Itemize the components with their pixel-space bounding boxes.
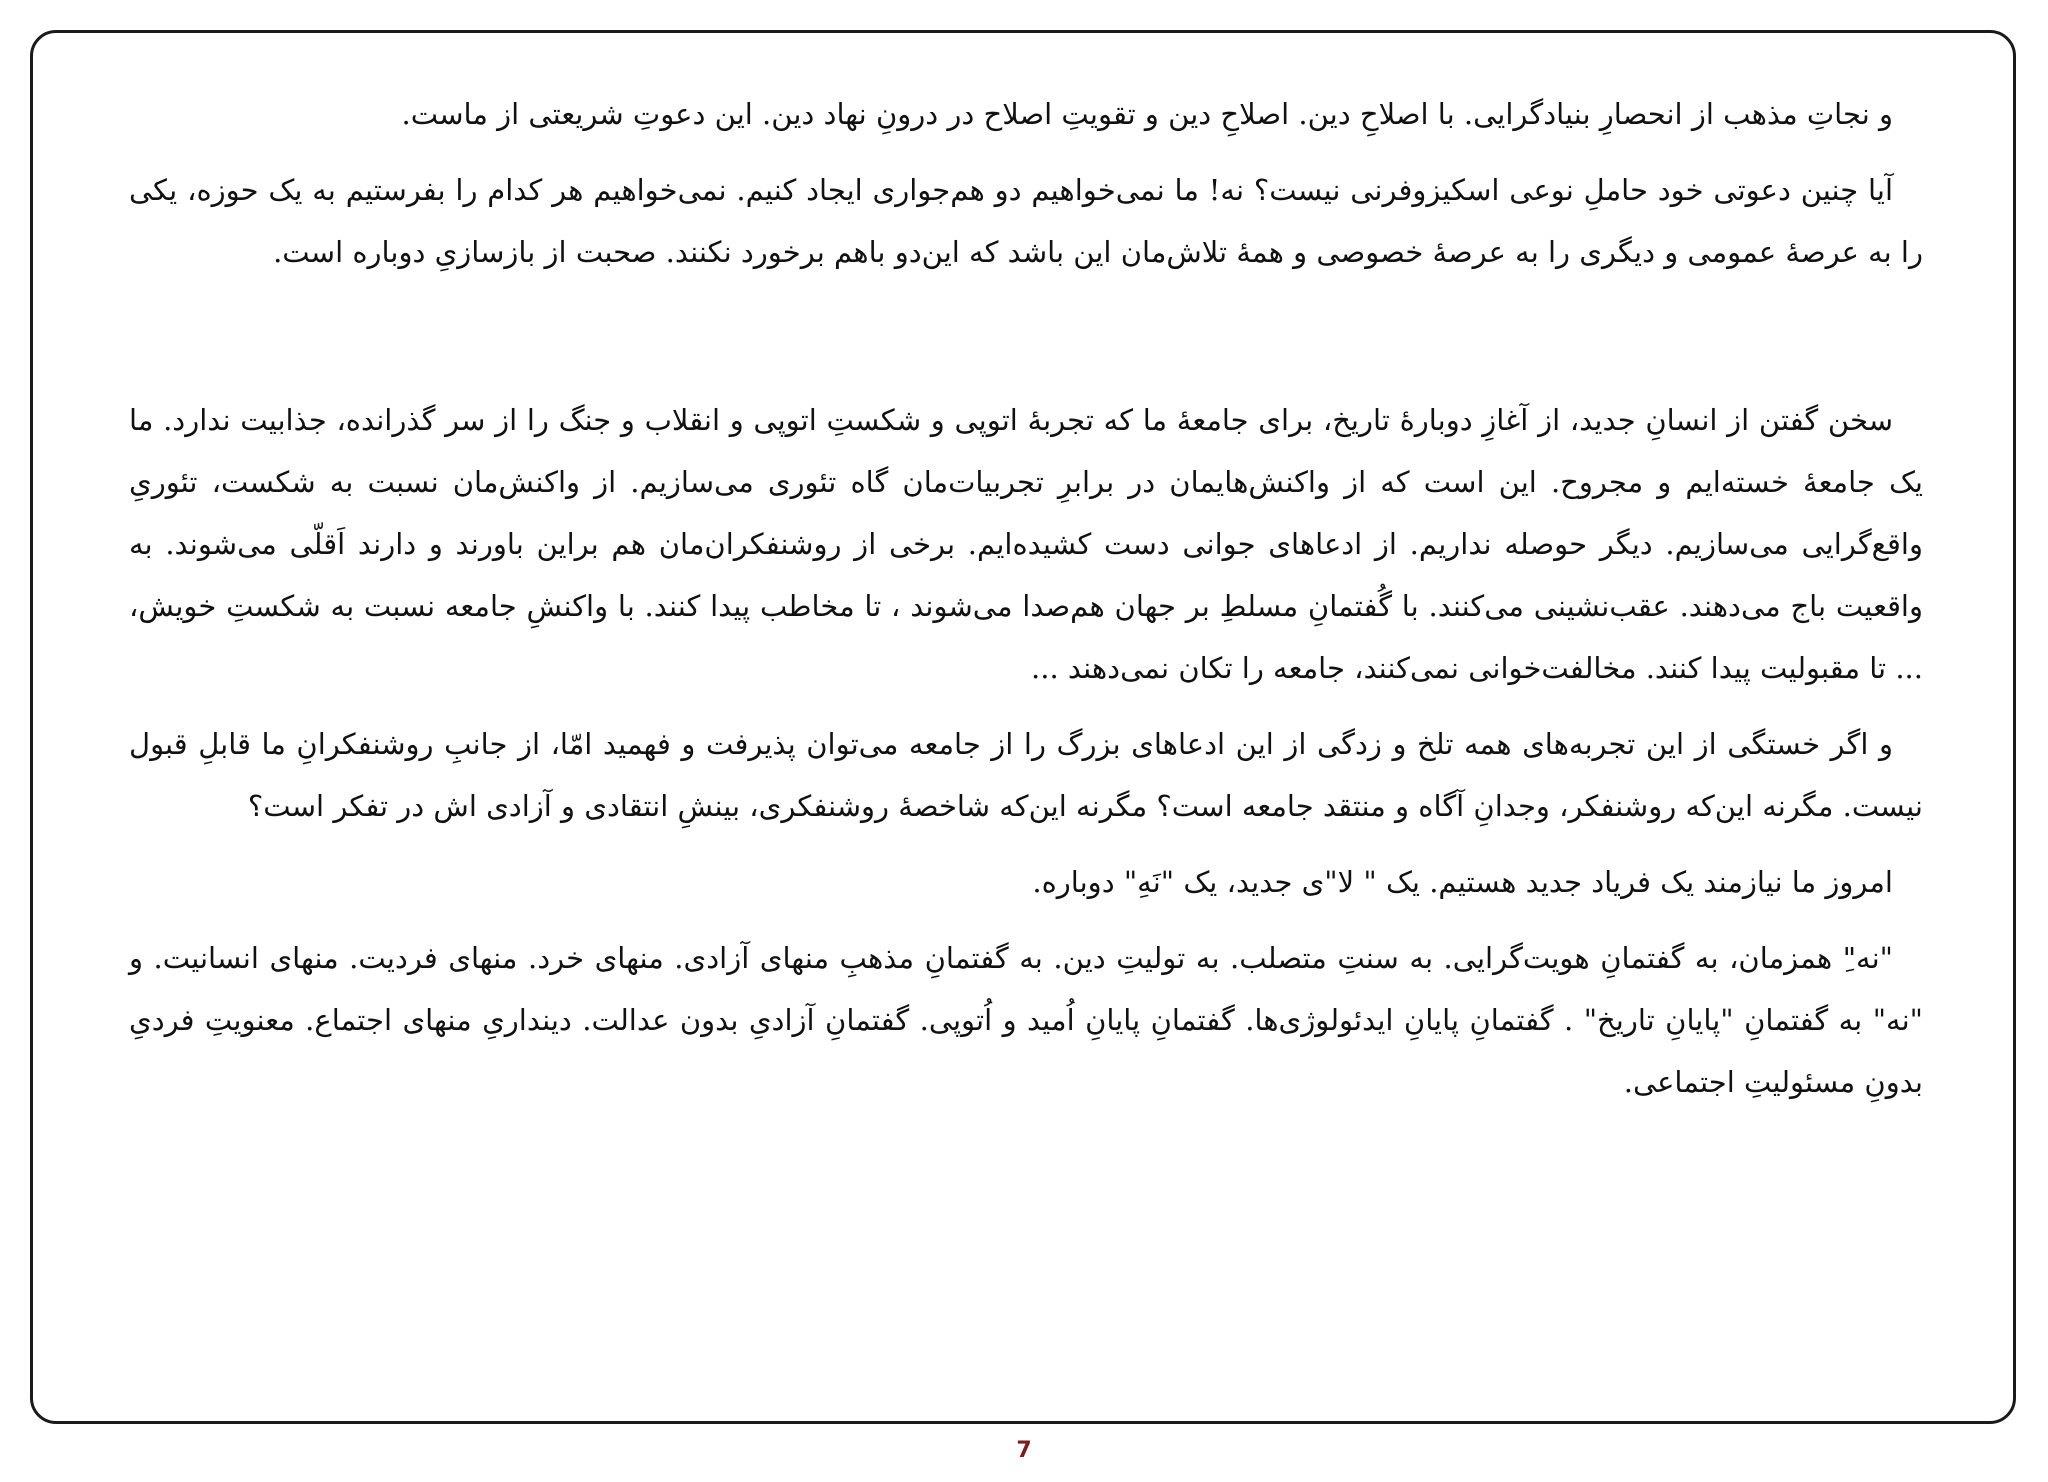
paragraph-4 bbox=[129, 713, 1923, 837]
paragraph-1-text: و نجاتِ مذهب از انحصارِ بنیادگرایی. با اصلاحِ دین. اصلاحِ دین و تقویتِ اصلاح در درونِ نهاد دین. این دعوتِ شریعتی از ماست. bbox=[401, 97, 1893, 131]
paragraph-3 bbox=[129, 389, 1923, 699]
paragraph-6 bbox=[129, 927, 1923, 1113]
paragraph-1 bbox=[129, 83, 1923, 145]
page-number: 7 bbox=[1016, 1438, 1032, 1463]
paragraph-5-text: امروز ما نیازمند یک فریاد جدید هستیم. یک " لا"ی جدید، یک "نَهِ" دوباره. bbox=[1032, 865, 1893, 899]
paragraph-5 bbox=[129, 851, 1923, 913]
paragraph-3-text: سخن گفتن از انسانِ جدید، از آغازِ دوبارهٔ تاریخ، برای جامعهٔ ما که تجربهٔ اتوپی و شکستِ اتوپی و انقلاب و جنگ را از سر گذرانده، جذابیت ندارد. ما یک جامعهٔ خسته‌ایم و مجروح. این است که از واکنش‌هایمان در برابرِ تجربیات‌مان گاه تئوری می‌سازیم. از واکنش‌مان نسبت به شکست، تئوریِ واقع‌گرایی می‌سازیم. دیگر حوصله نداریم. از ادعاهای جوانی دست کشیده‌ایم. برخی از روشنفکران‌مان هم براین باورند و دارند اَقلّی می‌شوند. به واقعیت باج می‌دهند. عقب‌نشینی می‌کنند. با گُفتمانِ مسلطِ بر جهان هم‌صدا می‌شوند ، تا مخاطب پیدا کنند. با واکنشِ جامعه نسبت به شکستِ خویش، ... تا مقبولیت پیدا کنند. مخالفت‌خوانی نمی‌کنند، جامعه را تکان نمی‌دهند ... bbox=[129, 403, 1923, 685]
paragraph-2 bbox=[129, 159, 1923, 283]
page-frame bbox=[30, 30, 2016, 1424]
paragraph-6-text: "نه"ِ همزمان، به گفتمانِ هویت‌گرایی. به سنتِ متصلب. به تولیتِ دین. به گفتمانِ مذهبِ منهای آزادی. منهای خرد. منهای فردیت. منهای انسانیت. و "نه" به گفتمانِ "پایانِ تاریخ" . گفتمانِ پایانِ ایدئولوژی‌ها. گفتمانِ پایانِ اُمید و اُتوپی. گفتمانِ آزادیِ بدون عدالت. دینداریِ منهای اجتماع. معنویتِ فردیِ بدونِ مسئولیتِ اجتماعی. bbox=[129, 941, 1923, 1099]
body-text bbox=[129, 83, 1923, 1113]
paragraph-gap bbox=[129, 297, 1923, 389]
paragraph-2-text: آیا چنین دعوتی خود حاملِ نوعی اسکیزوفرنی نیست؟ نه! ما نمی‌خواهیم دو هم‌جواری ایجاد کنیم. نمی‌خواهیم هر کدام را بفرستیم به یک حوزه، یکی را به عرصهٔ عمومی و دیگری را به عرصهٔ خصوصی و همهٔ تلاش‌مان این باشد که این‌دو باهم برخورد نکنند. صحبت از بازسازیِ دوباره است. bbox=[129, 173, 1923, 269]
paragraph-4-text: و اگر خستگی از این تجربه‌های همه تلخ و زدگی از این ادعاهای بزرگ را از جامعه می‌توان پذیرفت و فهمید امّا، از جانبِ روشنفکرانِ ما قابلِ قبول نیست. مگرنه این‌که روشنفکر، وجدانِ آگاه و منتقد جامعه است؟ مگرنه این‌که شاخصهٔ روشنفکری، بینشِ انتقادی و آزادی اش در تفکر است؟ bbox=[129, 727, 1923, 823]
